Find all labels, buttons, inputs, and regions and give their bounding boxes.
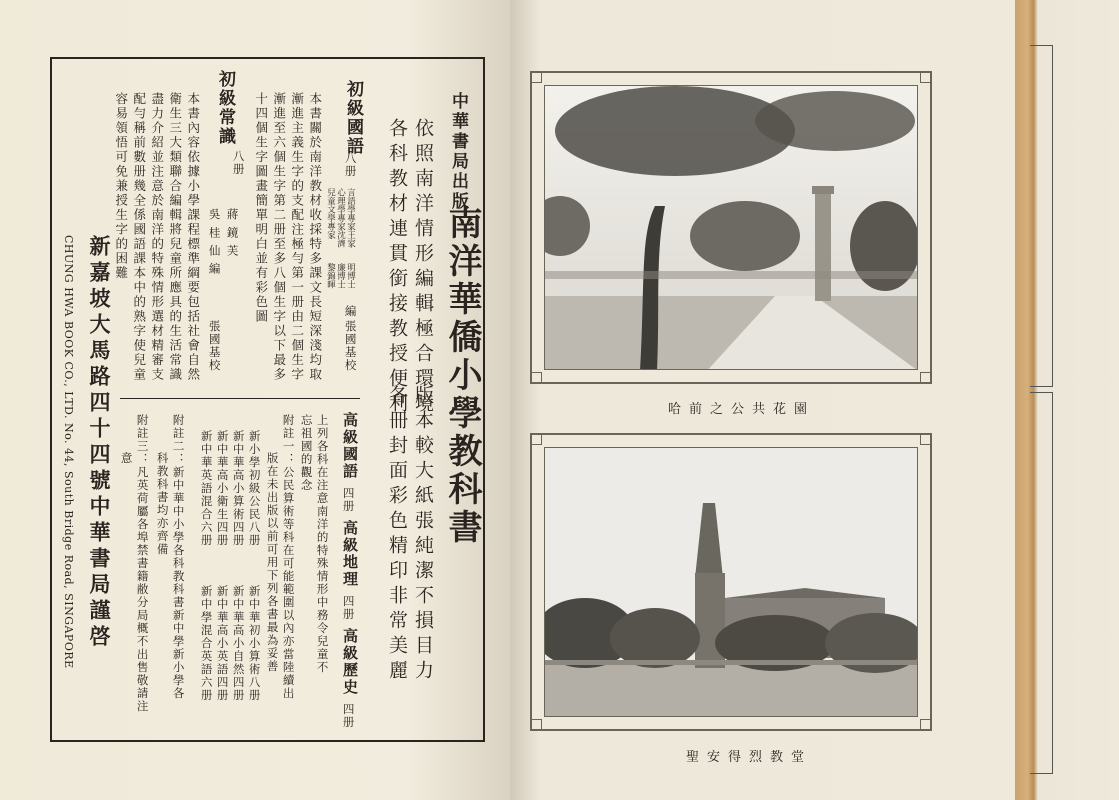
guoyu-description-line: 漸進主義生字的支配注極勻第一册由二個生字 (289, 92, 305, 382)
higher-volumes: 四册 (341, 703, 356, 729)
higher-volumes: 四册 (341, 487, 356, 513)
note3-line: 附註三：凡英荷屬各埠禁書籍敝分局概不出售敬請注 (135, 414, 150, 713)
higher-item: 高級歷史 (341, 628, 359, 696)
guoyu-editor-credit: 編 (343, 305, 358, 318)
photo-frame-church (530, 433, 932, 731)
church-photo-image (545, 448, 918, 717)
photo-frame-park (530, 71, 932, 384)
changshi-description-line: 盡力介紹並注意於南洋的特殊情形選材精審支 (149, 92, 165, 382)
higher-item: 高級地理 (341, 520, 359, 588)
book-list-item: 新小學初級公民八册 (247, 430, 262, 547)
book-list-item: 新中華英語混合六册 (199, 430, 214, 547)
changshi-title: 初級常識 (215, 70, 235, 146)
guoyu-editor: 言語學專家王家 (345, 188, 356, 248)
park-photo-image (545, 86, 918, 370)
note3-line: 意 (119, 452, 134, 465)
church-caption: 聖安得烈教堂 (686, 750, 813, 765)
park-photo (544, 85, 918, 370)
guoyu-description-line: 漸進至六個生字第二册至多八個生字以下最多 (271, 92, 287, 382)
guoyu-description-line: 本書關於南洋教材收採特多課文長短深淺均取 (307, 92, 323, 382)
church-photo (544, 447, 918, 717)
guoyu-editor: 廉博士 (335, 263, 346, 289)
changshi-description-line: 本書內容依據小學課程標準綱要包括社會自然 (185, 92, 201, 382)
changshi-description-line: 容易領悟可免兼授生字的困難 (113, 92, 129, 281)
changshi-proofreader: 張國基校 (207, 320, 222, 372)
slogan: 各科教材連貫銜接教授便利 (386, 118, 408, 418)
guoyu-editor: 黎錦暉 (325, 263, 336, 289)
next-page-border (1030, 392, 1053, 774)
address-chinese: 新嘉坡大馬路四十四號中華書局謹啓 (87, 235, 112, 651)
note1-line: 版在未出版以前可用下列各書最為妥善 (265, 452, 280, 673)
book-list-item: 新中華高小算術四册 (231, 430, 246, 547)
note2-line: 科教科書均亦齊備 (155, 452, 170, 556)
changshi-editor: 吳 桂 仙 編 (207, 208, 222, 276)
slogan: 各冊封面彩色精印非常美麗 (386, 385, 408, 685)
guoyu-description-line: 十四個生字圖畫簡單明白並有彩色圖 (253, 92, 269, 324)
main-title: 南洋華僑小學教科書 (442, 205, 482, 547)
book-list-item: 新中華高小英語四册 (215, 585, 230, 702)
note1-line: 附註一：公民算術等科在可能範圍以內亦當陸續出 (281, 414, 296, 700)
higher-note-line: 忘祖國的觀念 (299, 414, 314, 492)
higher-note-line: 上列各科在注意南洋的特殊情形中務令兒童不 (315, 414, 330, 674)
slogan: 依照南洋情形編輯極合環境 (412, 118, 434, 418)
changshi-description-line: 配勻稱前數册幾全係國語課本中的熟字使兒童 (131, 92, 147, 382)
section-divider (120, 398, 360, 399)
guoyu-editor: 明博士 (345, 263, 356, 289)
next-page-border (1030, 45, 1053, 387)
higher-item: 高級國語 (341, 412, 359, 480)
guoyu-editor: 兒童文學專家 (325, 188, 336, 239)
left-page (0, 0, 510, 800)
changshi-volumes: 八册 (231, 150, 246, 176)
slogan: 版本較大紙張純潔不損目力 (412, 385, 434, 685)
book-list-item: 新中華高小自然四册 (231, 585, 246, 702)
changshi-description-line: 衛生三大類聯合編輯將兒童所應具的生活常識 (167, 92, 183, 382)
publisher-label: 中華書局出版 (448, 92, 468, 212)
guoyu-volumes: 八册 (343, 152, 358, 178)
guoyu-title: 初級國語 (343, 80, 363, 156)
note2-line: 附註二：新中華中小學各科教科書新中學新小學各 (171, 414, 186, 700)
guoyu-proofreader: 張國基校 (343, 320, 358, 372)
book-list-item: 新中華高小衛生四册 (215, 430, 230, 547)
book-list-item: 新中學混合英語六册 (199, 585, 214, 702)
book-list-item: 新中華初小算術八册 (247, 585, 262, 702)
guoyu-editor: 心理學專家沈濟 (335, 188, 346, 248)
higher-volumes: 四册 (341, 595, 356, 621)
park-caption: 哈前之公共花園 (668, 402, 816, 417)
address-english: CHUNG HWA BOOK CO., LTD. No. 44, South Bridge Road, SINGAPORE (62, 235, 75, 669)
changshi-editor: 蔣 鏡 芙 (225, 208, 240, 258)
